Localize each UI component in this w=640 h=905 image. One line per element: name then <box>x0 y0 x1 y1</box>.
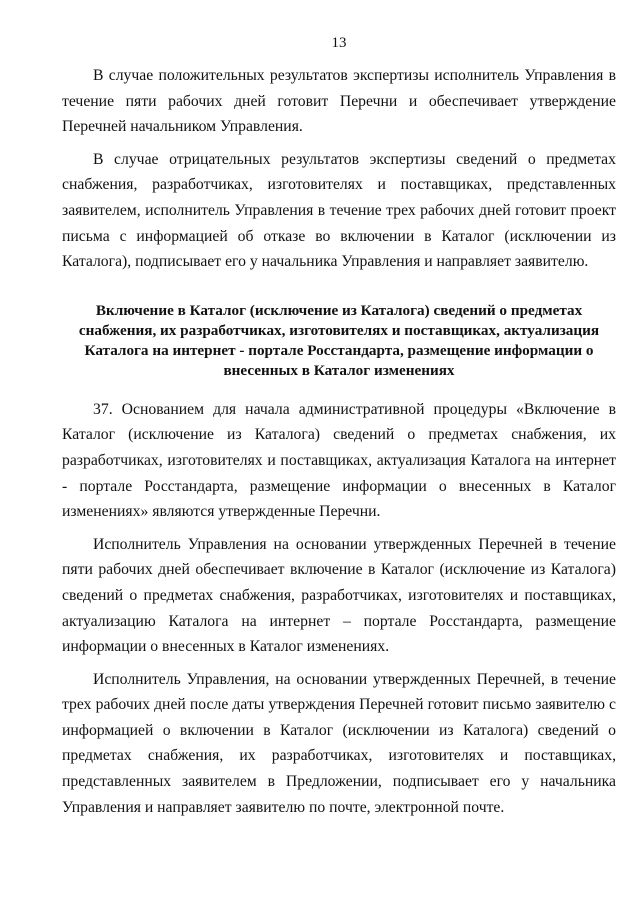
paragraph-catalog-inclusion: Исполнитель Управления на основании утвержденных Перечней в течение пяти рабочих дней обеспечивает включение в Каталог (исключение из Каталога) сведений о предметах снабжения, разработчиках, изготовителях и поставщиках, актуализацию Каталога на интернет – портале Росстандарта, размещение информации о внесенных в Каталог изменениях. <box>62 535 616 656</box>
document-page <box>62 34 616 827</box>
paragraph-applicant-letter: Исполнитель Управления, на основании утвержденных Перечней, в течение трех рабочих дней после даты утверждения Перечней готовит письмо заявителю с информацией о включении в Каталог (исключении из Каталога) сведений о предметах снабжения, их разработчиках, изготовителях и поставщиках, представленных заявителем в Предложении, подписывает его у начальника Управления и направляет заявителю по почте, электронной почте. <box>62 670 616 816</box>
paragraph-negative-results: В случае отрицательных результатов экспертизы сведений о предметах снабжения, разработчиках, изготовителях и поставщиках, представленных заявителем, исполнитель Управления в течение трех рабочих дней готовит проект письма с информацией об отказе во включении в Каталог (исключении из Каталога), подписывает его у начальника Управления и направляет заявителю. <box>62 150 616 271</box>
paragraph-positive-results: В случае положительных результатов экспертизы исполнитель Управления в течение пяти рабочих дней готовит Перечни и обеспечивает утверждение Перечней начальником Управления. <box>62 67 616 136</box>
page-number: 13 <box>331 35 347 51</box>
paragraph-item-37: 37. Основанием для начала административной процедуры «Включение в Каталог (исключение из Каталога) сведений о предметах снабжения, их разработчиках, изготовителях и поставщиках, актуализация Каталога на интернет - портале Росстандарта, размещение информации о внесенных в Каталог изменениях» являются утвержденные Перечни. <box>62 400 616 521</box>
section-heading: Включение в Каталог (исключение из Каталога) сведений о предметах снабжения, их разработчиках, изготовителях и поставщиках, актуализация Каталога на интернет - портале Росстандарта, размещение информации о внесенных в Каталог изменениях <box>78 301 600 379</box>
